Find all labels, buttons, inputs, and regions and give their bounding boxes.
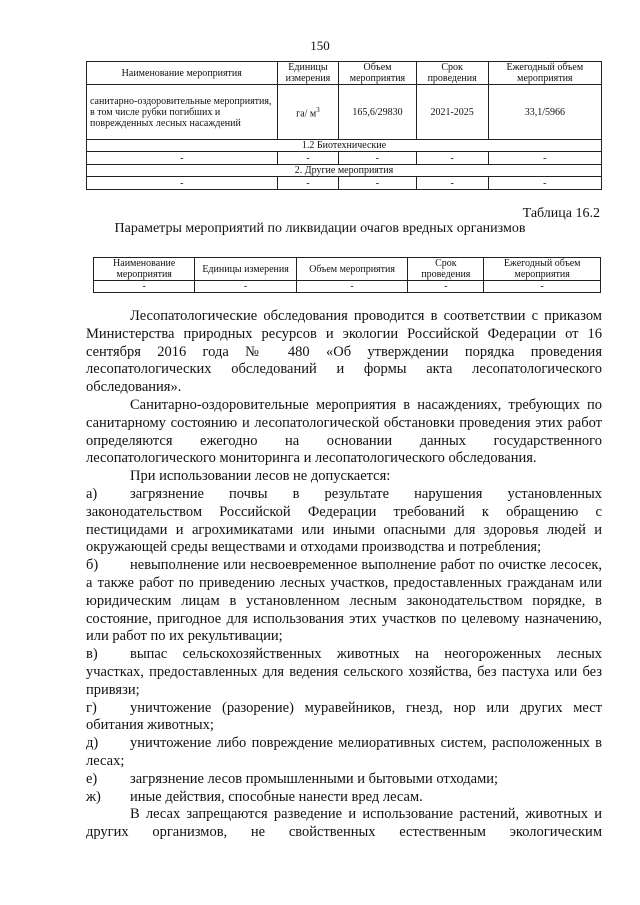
col-header-annual: Ежегодный объем мероприятия (488, 62, 601, 85)
cell-dash: - (277, 177, 339, 190)
list-item (86, 735, 602, 771)
cell-dash: - (87, 177, 278, 190)
col-header-units: Единицы измерения (195, 258, 296, 281)
col-header-units: Единицы измерения (277, 62, 339, 85)
list-marker: в) (86, 646, 98, 663)
col-header-annual: Ежегодный объем мероприятия (484, 258, 601, 281)
table-caption-number: Таблица 16.2 (522, 206, 600, 221)
cell-dash: - (408, 281, 484, 293)
list-marker: г) (86, 699, 97, 716)
row-volume: 165,6/29830 (339, 85, 416, 140)
list-item (86, 771, 602, 789)
row-period: 2021-2025 (416, 85, 488, 140)
pest-foci-table (93, 257, 601, 293)
cell-dash: - (277, 152, 339, 165)
cell-dash: - (339, 177, 416, 190)
list-marker: д) (86, 735, 99, 752)
table-row (87, 177, 602, 190)
list-item-text: загрязнение лесов промышленными и бытовыми отходами; (130, 770, 499, 787)
list-item-text: выпас сельскохозяйственных животных на неогороженных лесных участках, предоставленных для ведения сельского хозяйства, без пастуха или без привязи; (86, 646, 602, 698)
cell-dash: - (416, 152, 488, 165)
cell-dash: - (195, 281, 296, 293)
list-marker: б) (86, 557, 99, 574)
col-header-name: Наименование мероприятия (87, 62, 278, 85)
paragraph-forbidden-organisms: В лесах запрещаются разведение и использование растений, животных и других организмов, не свойственных естественным экологическим (86, 806, 602, 841)
list-item (86, 646, 602, 699)
list-item-text: загрязнение почвы в результате нарушения установленных законодательством Российской Федерации требований к обращению с пестицидами и агрохимикатами или иными опасными для здоровья людей и окружающей среды веществами и отходами производства и потребления; (86, 485, 602, 556)
list-item-text: иные действия, способные нанести вред лесам. (130, 788, 423, 805)
list-item (86, 486, 602, 557)
cell-dash: - (296, 281, 408, 293)
list-item-text: уничтожение либо повреждение мелиоративных систем, расположенных в лесах; (86, 735, 602, 769)
table-row (94, 281, 601, 293)
list-marker: ж) (86, 788, 101, 805)
measures-table (86, 61, 602, 190)
section-title-other: 2. Другие мероприятия (87, 165, 602, 177)
body-text (86, 308, 602, 842)
col-header-volume: Объем мероприятия (296, 258, 408, 281)
section-title-biotechnical: 1.2 Биотехнические (87, 140, 602, 152)
list-item (86, 700, 602, 736)
row-units: га/ $м^3$ (277, 85, 339, 140)
col-header-name: Наименование мероприятия (94, 258, 195, 281)
list-item-text: уничтожение (разорение) муравейников, гнезд, нор или других мест обитания животных; (86, 699, 602, 734)
col-header-period: Срок проведения (408, 258, 484, 281)
list-marker: а) (86, 485, 98, 502)
list-item-text: невыполнение или несвоевременное выполнение работ по очистке лесосек, а также работ по приведению лесных участков, предоставленных гражданам или юридическим лицам в установленном лесным законодательством порядке, в состояние, пригодное для использования этих участков по целевому назначению, или работ по их рекультивации; (86, 557, 602, 645)
list-item (86, 557, 602, 646)
paragraph-sanitary: Санитарно-оздоровительные мероприятия в насаждениях, требующих по санитарному состоянию и лесопатологической обстановки проведения этих работ определяются ежегодно на основании данных государственного лесопатологического мониторинга и лесопатологического обследования. (86, 396, 602, 467)
cell-dash: - (488, 152, 601, 165)
table-row (87, 85, 602, 140)
table-row (87, 152, 602, 165)
cell-dash: - (87, 152, 278, 165)
paragraph-inspections: Лесопатологические обследования проводится в соответствии с приказом Министерства природных ресурсов и экологии Российской Федерации от 16 сентября 2016 года № 480 «Об утверждении порядка проведения лесопатологических обследований и формы акта лесопатологического обследования». (86, 308, 602, 396)
row-name: санитарно-оздоровительные мероприятия, в том числе рубки погибших и поврежденных лесных насаждений (87, 85, 278, 140)
paragraph-prohibitions-intro: При использовании лесов не допускается: (130, 468, 391, 485)
cell-dash: - (416, 177, 488, 190)
page-number: 150 (310, 38, 330, 53)
cell-dash: - (488, 177, 601, 190)
cell-dash: - (94, 281, 195, 293)
row-annual: 33,1/5966 (488, 85, 601, 140)
list-marker: е) (86, 770, 98, 787)
table-caption-title: Параметры мероприятий по ликвидации очагов вредных организмов (114, 221, 526, 236)
cell-dash: - (339, 152, 416, 165)
col-header-volume: Объем мероприятия (339, 62, 416, 85)
cell-dash: - (484, 281, 601, 293)
list-item (86, 789, 602, 807)
col-header-period: Срок проведения (416, 62, 488, 85)
